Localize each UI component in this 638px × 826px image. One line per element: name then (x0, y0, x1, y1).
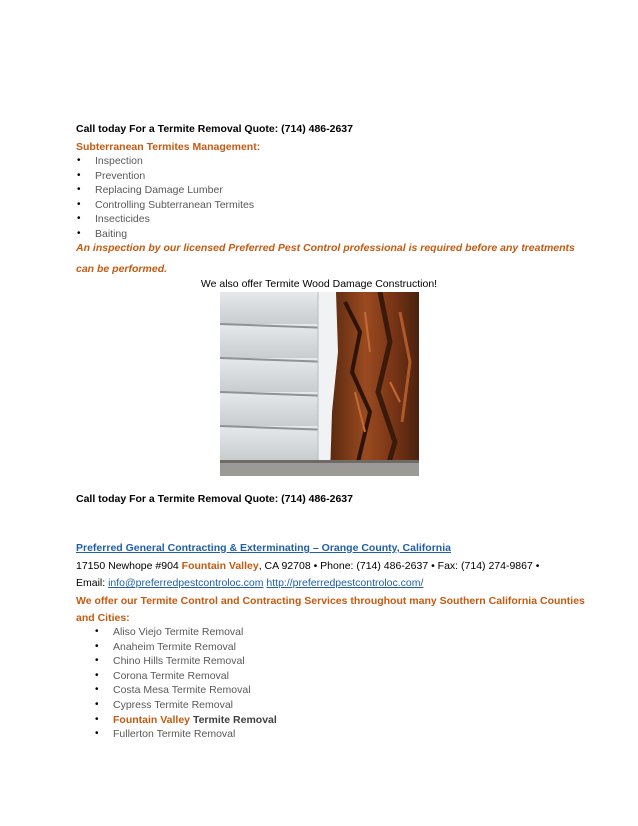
city-suffix: Termite Removal (190, 713, 277, 726)
city-suffix: Termite Removal (147, 669, 229, 682)
service-area-line-1: We offer our Termite Control and Contracting Services throughout many Southern California Counties (76, 595, 585, 607)
city-suffix: Termite Removal (153, 728, 236, 741)
address-city: Fountain Valley (181, 560, 259, 572)
cities-list (95, 625, 277, 742)
list-item (95, 654, 277, 669)
service-label: Prevention (95, 169, 146, 182)
bullet-icon: • (77, 213, 81, 225)
website-link[interactable]: http://preferredpestcontroloc.com/ (266, 577, 424, 589)
call-today-heading: Call today For a Termite Removal Quote: (714) 486-2637 (76, 123, 353, 135)
city-suffix: Termite Removal (161, 626, 244, 638)
service-label: Replacing Damage Lumber (95, 184, 223, 197)
company-link[interactable]: Preferred General Contracting & Exterminating – Orange County, California (76, 542, 451, 554)
list-item (95, 727, 277, 742)
termite-damage-photo (220, 292, 419, 476)
list-item (77, 198, 255, 213)
city-suffix: Termite Removal (169, 684, 251, 697)
list-item (77, 154, 254, 169)
email-link[interactable]: info@preferredpestcontroloc.com (108, 577, 264, 589)
city-name: Corona (113, 669, 148, 682)
email-label: Email: (76, 577, 109, 589)
wood-damage-line: We also offer Termite Wood Damage Construction! (200, 278, 438, 290)
city-name: Fullerton (113, 728, 154, 741)
service-label: Insecticides (95, 213, 150, 226)
city-suffix: Termite Removal (163, 655, 245, 668)
bullet-icon: • (95, 626, 99, 637)
city-name: Cypress (113, 698, 152, 711)
address-street: 17150 Newhope #904 (76, 560, 182, 572)
list-item (95, 683, 277, 698)
bullet-icon: • (77, 155, 81, 166)
list-item (95, 625, 277, 640)
address-line (76, 559, 539, 573)
service-label: Inspection (95, 155, 143, 167)
list-item (77, 212, 254, 227)
service-label: Controlling Subterranean Termites (95, 198, 255, 211)
address-contact: , CA 92708 • Phone: (714) 486-2637 • Fax: (714) 274-9867 • (258, 560, 540, 572)
services-list (77, 154, 255, 242)
city-name: Fountain Valley (113, 713, 191, 726)
city-name: Anaheim (113, 640, 155, 653)
bullet-icon: • (95, 698, 99, 710)
bullet-icon: • (95, 640, 99, 652)
bullet-icon: • (95, 713, 99, 725)
list-item (95, 640, 277, 655)
inspection-note-line-1: An inspection by our licensed Preferred Pest Control professional is required before any treatments (76, 242, 575, 254)
service-area-line-2: and Cities: (76, 612, 130, 624)
bullet-icon: • (77, 169, 81, 181)
city-name: Aliso Viejo (113, 626, 162, 638)
bullet-icon: • (95, 669, 99, 681)
service-label: Baiting (95, 227, 128, 240)
bullet-icon: • (95, 684, 99, 696)
list-item (95, 713, 277, 728)
call-today-footer: Call today For a Termite Removal Quote: (714) 486-2637 (76, 493, 353, 505)
city-suffix: Termite Removal (151, 698, 234, 711)
bullet-icon: • (77, 198, 81, 210)
list-item (77, 169, 254, 184)
bullet-icon: • (95, 728, 99, 740)
bullet-icon: • (77, 227, 81, 239)
list-item (95, 698, 277, 713)
list-item (77, 227, 254, 242)
city-suffix: Termite Removal (154, 640, 236, 653)
email-line (76, 576, 423, 590)
bullet-icon: • (95, 655, 99, 667)
inspection-note-line-2: can be performed. (76, 263, 168, 275)
list-item (77, 183, 254, 198)
city-name: Chino Hills (113, 655, 164, 668)
section-title: Subterranean Termites Management: (76, 141, 261, 153)
list-item (95, 669, 277, 684)
bullet-icon: • (77, 184, 81, 196)
city-name: Costa Mesa (113, 684, 170, 697)
